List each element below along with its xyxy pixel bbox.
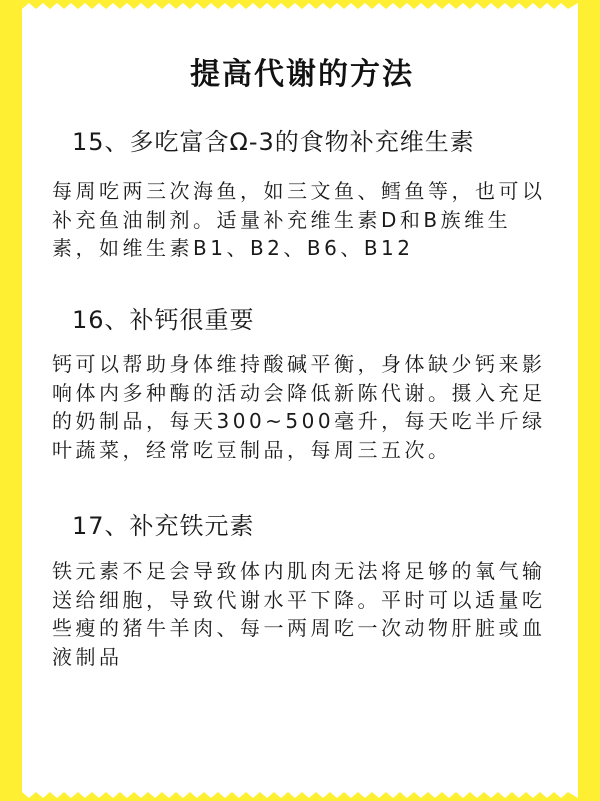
section-15-body: 每周吃两三次海鱼，如三文鱼、鳕鱼等，也可以补充鱼油制剂。适量补充维生素D和B族维生素，如维生素B1、B2、B6、B12 — [52, 179, 546, 260]
section-15-heading: 15、多吃富含Ω-3的食物补充维生素 — [72, 128, 475, 156]
section-16-heading: 16、补钙很重要 — [72, 306, 255, 334]
page-title: 提高代谢的方法 — [190, 57, 414, 92]
paper-top-edge — [22, 3, 578, 17]
article — [52, 48, 552, 669]
section-17-heading: 17、补充铁元素 — [72, 512, 255, 540]
section-16-body: 钙可以帮助身体维持酸碱平衡，身体缺少钙来影响体内多种酶的活动会降低新陈代谢。摄入充足的奶制品，每天300~500毫升，每天吃半斤绿叶蔬菜，经常吃豆制品，每周三五次。 — [52, 352, 546, 462]
paper-bottom-edge — [22, 784, 578, 798]
section-17-body: 铁元素不足会导致体内肌肉无法将足够的氧气输送给细胞，导致代谢水平下降。平时可以适量吃些瘦的猪牛羊肉、每一两周吃一次动物肝脏或血液制品 — [52, 559, 546, 669]
